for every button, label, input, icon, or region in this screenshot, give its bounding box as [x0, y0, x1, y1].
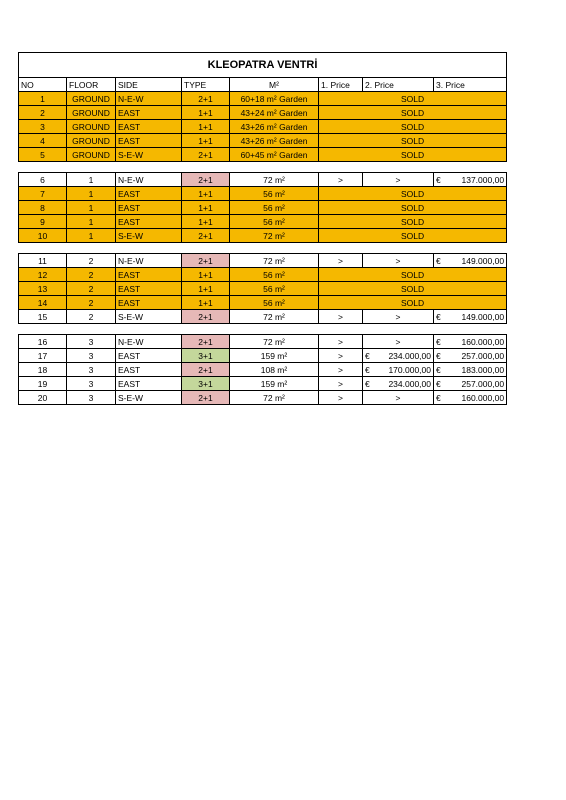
- cell-sold-status: SOLD: [319, 215, 507, 229]
- cell-floor: 1: [67, 173, 116, 187]
- cell-m2: 72 m²: [230, 229, 319, 243]
- cell-type: 2+1: [182, 229, 230, 243]
- table-row: [19, 134, 507, 148]
- cell-m2: 72 m²: [230, 310, 319, 324]
- cell-m2: 56 m²: [230, 296, 319, 310]
- header-m2: M²: [230, 78, 319, 92]
- table-row: [19, 268, 507, 282]
- cell-type: 1+1: [182, 282, 230, 296]
- cell-side: EAST: [116, 377, 182, 391]
- cell-m2: 60+45 m² Garden: [230, 148, 319, 162]
- cell-side: S-E-W: [116, 391, 182, 405]
- cell-type: 1+1: [182, 134, 230, 148]
- cell-type: 3+1: [182, 349, 230, 363]
- cell-price-2: >: [363, 254, 434, 268]
- cell-m2: 56 m²: [230, 187, 319, 201]
- cell-m2: 159 m²: [230, 377, 319, 391]
- cell-price-3: [434, 254, 507, 268]
- table-row: [19, 377, 507, 391]
- cell-price-3: [434, 173, 507, 187]
- table-row: [19, 391, 507, 405]
- cell-price-3: [434, 310, 507, 324]
- price-table: [18, 52, 507, 405]
- cell-type: 2+1: [182, 391, 230, 405]
- cell-sold-status: SOLD: [319, 148, 507, 162]
- cell-floor: 1: [67, 201, 116, 215]
- header-price-1: 1. Price: [319, 78, 363, 92]
- header-type: TYPE: [182, 78, 230, 92]
- table-row: [19, 363, 507, 377]
- cell-type: 1+1: [182, 201, 230, 215]
- cell-no: 14: [19, 296, 67, 310]
- title-row: [19, 53, 507, 78]
- cell-type: 2+1: [182, 148, 230, 162]
- cell-no: 15: [19, 310, 67, 324]
- price-amount: 183.000,00: [461, 364, 505, 375]
- cell-side: N-E-W: [116, 173, 182, 187]
- spacer: [19, 162, 507, 173]
- cell-m2: 56 m²: [230, 268, 319, 282]
- cell-m2: 43+26 m² Garden: [230, 120, 319, 134]
- cell-type: 2+1: [182, 173, 230, 187]
- cell-side: S-E-W: [116, 229, 182, 243]
- cell-price-2: [363, 349, 434, 363]
- cell-sold-status: SOLD: [319, 187, 507, 201]
- cell-price-3: [434, 349, 507, 363]
- cell-type: 2+1: [182, 92, 230, 106]
- cell-price-1: >: [319, 363, 363, 377]
- price-amount: 170.000,00: [388, 364, 431, 375]
- cell-floor: GROUND: [67, 134, 116, 148]
- cell-price-2: >: [363, 173, 434, 187]
- cell-side: EAST: [116, 268, 182, 282]
- cell-side: EAST: [116, 296, 182, 310]
- cell-side: EAST: [116, 282, 182, 296]
- cell-m2: 56 m²: [230, 215, 319, 229]
- header-floor: FLOOR: [67, 78, 116, 92]
- cell-side: N-E-W: [116, 92, 182, 106]
- currency-symbol: €: [436, 364, 441, 375]
- sheet-title: KLEOPATRA VENTRİ: [19, 53, 507, 78]
- cell-no: 1: [19, 92, 67, 106]
- cell-sold-status: SOLD: [319, 201, 507, 215]
- spacer: [19, 324, 507, 335]
- section-gap: [19, 243, 507, 254]
- cell-side: EAST: [116, 134, 182, 148]
- cell-floor: 3: [67, 363, 116, 377]
- cell-no: 7: [19, 187, 67, 201]
- price-amount: 137.000,00: [461, 174, 505, 185]
- cell-floor: 2: [67, 282, 116, 296]
- currency-symbol: €: [436, 311, 441, 322]
- cell-no: 18: [19, 363, 67, 377]
- cell-floor: 2: [67, 254, 116, 268]
- price-sheet: [18, 52, 506, 405]
- cell-no: 17: [19, 349, 67, 363]
- cell-floor: 3: [67, 349, 116, 363]
- price-amount: 149.000,00: [461, 311, 505, 322]
- currency-symbol: €: [436, 350, 441, 361]
- cell-m2: 43+24 m² Garden: [230, 106, 319, 120]
- cell-floor: 2: [67, 310, 116, 324]
- cell-floor: 3: [67, 335, 116, 349]
- cell-side: EAST: [116, 187, 182, 201]
- cell-sold-status: SOLD: [319, 296, 507, 310]
- cell-type: 1+1: [182, 268, 230, 282]
- cell-type: 1+1: [182, 296, 230, 310]
- table-row: [19, 120, 507, 134]
- cell-no: 10: [19, 229, 67, 243]
- cell-m2: 72 m²: [230, 335, 319, 349]
- table-row: [19, 310, 507, 324]
- cell-no: 2: [19, 106, 67, 120]
- price-amount: 257.000,00: [461, 378, 505, 389]
- cell-price-3: [434, 377, 507, 391]
- section-gap: [19, 162, 507, 173]
- cell-sold-status: SOLD: [319, 229, 507, 243]
- cell-side: N-E-W: [116, 254, 182, 268]
- cell-floor: GROUND: [67, 106, 116, 120]
- cell-floor: 2: [67, 296, 116, 310]
- cell-no: 19: [19, 377, 67, 391]
- cell-side: EAST: [116, 215, 182, 229]
- cell-floor: GROUND: [67, 148, 116, 162]
- cell-sold-status: SOLD: [319, 268, 507, 282]
- table-row: [19, 148, 507, 162]
- cell-no: 11: [19, 254, 67, 268]
- currency-symbol: €: [365, 378, 370, 389]
- cell-sold-status: SOLD: [319, 134, 507, 148]
- cell-floor: 3: [67, 391, 116, 405]
- cell-type: 1+1: [182, 120, 230, 134]
- cell-sold-status: SOLD: [319, 106, 507, 120]
- cell-no: 13: [19, 282, 67, 296]
- cell-price-2: >: [363, 310, 434, 324]
- table-row: [19, 254, 507, 268]
- cell-m2: 108 m²: [230, 363, 319, 377]
- price-amount: 257.000,00: [461, 350, 505, 361]
- cell-m2: 56 m²: [230, 201, 319, 215]
- cell-price-2: [363, 377, 434, 391]
- cell-price-2: >: [363, 335, 434, 349]
- table-row: [19, 229, 507, 243]
- cell-price-2: >: [363, 391, 434, 405]
- cell-price-1: >: [319, 335, 363, 349]
- currency-symbol: €: [436, 378, 441, 389]
- section-gap: [19, 324, 507, 335]
- price-amount: 234.000,00: [388, 378, 431, 389]
- currency-symbol: €: [436, 336, 441, 347]
- cell-m2: 159 m²: [230, 349, 319, 363]
- table-row: [19, 173, 507, 187]
- header-no: NO: [19, 78, 67, 92]
- cell-floor: GROUND: [67, 120, 116, 134]
- cell-price-1: >: [319, 377, 363, 391]
- price-amount: 160.000,00: [461, 336, 505, 347]
- header-price-3: 3. Price: [434, 78, 507, 92]
- cell-type: 1+1: [182, 106, 230, 120]
- currency-symbol: €: [436, 174, 441, 185]
- cell-side: EAST: [116, 349, 182, 363]
- cell-type: 2+1: [182, 310, 230, 324]
- cell-sold-status: SOLD: [319, 92, 507, 106]
- table-row: [19, 215, 507, 229]
- cell-price-1: >: [319, 391, 363, 405]
- cell-price-1: >: [319, 254, 363, 268]
- table-row: [19, 187, 507, 201]
- header-side: SIDE: [116, 78, 182, 92]
- cell-floor: 1: [67, 229, 116, 243]
- cell-type: 2+1: [182, 363, 230, 377]
- cell-no: 20: [19, 391, 67, 405]
- cell-side: N-E-W: [116, 335, 182, 349]
- cell-no: 3: [19, 120, 67, 134]
- table-row: [19, 335, 507, 349]
- cell-price-3: [434, 391, 507, 405]
- cell-price-2: [363, 363, 434, 377]
- cell-price-1: >: [319, 310, 363, 324]
- cell-sold-status: SOLD: [319, 282, 507, 296]
- cell-no: 4: [19, 134, 67, 148]
- cell-no: 6: [19, 173, 67, 187]
- table-row: [19, 296, 507, 310]
- cell-m2: 56 m²: [230, 282, 319, 296]
- cell-no: 12: [19, 268, 67, 282]
- price-amount: 149.000,00: [461, 255, 505, 266]
- cell-side: S-E-W: [116, 310, 182, 324]
- cell-type: 2+1: [182, 335, 230, 349]
- table-row: [19, 282, 507, 296]
- cell-m2: 43+26 m² Garden: [230, 134, 319, 148]
- header-row: [19, 78, 507, 92]
- cell-floor: 1: [67, 187, 116, 201]
- price-amount: 160.000,00: [461, 392, 505, 403]
- cell-type: 1+1: [182, 215, 230, 229]
- cell-m2: 72 m²: [230, 173, 319, 187]
- cell-no: 8: [19, 201, 67, 215]
- cell-m2: 72 m²: [230, 254, 319, 268]
- cell-price-3: [434, 335, 507, 349]
- cell-type: 1+1: [182, 187, 230, 201]
- cell-sold-status: SOLD: [319, 120, 507, 134]
- cell-price-3: [434, 363, 507, 377]
- cell-type: 3+1: [182, 377, 230, 391]
- table-row: [19, 349, 507, 363]
- cell-side: EAST: [116, 120, 182, 134]
- cell-side: EAST: [116, 201, 182, 215]
- price-amount: 234.000,00: [388, 350, 431, 361]
- table-row: [19, 92, 507, 106]
- cell-floor: 1: [67, 215, 116, 229]
- cell-floor: 2: [67, 268, 116, 282]
- table-row: [19, 201, 507, 215]
- cell-m2: 72 m²: [230, 391, 319, 405]
- cell-side: EAST: [116, 363, 182, 377]
- cell-floor: 3: [67, 377, 116, 391]
- currency-symbol: €: [365, 350, 370, 361]
- cell-price-1: >: [319, 173, 363, 187]
- spacer: [19, 243, 507, 254]
- cell-floor: GROUND: [67, 92, 116, 106]
- cell-type: 2+1: [182, 254, 230, 268]
- cell-m2: 60+18 m² Garden: [230, 92, 319, 106]
- cell-no: 16: [19, 335, 67, 349]
- table-body: [19, 53, 507, 405]
- cell-no: 5: [19, 148, 67, 162]
- cell-price-1: >: [319, 349, 363, 363]
- table-row: [19, 106, 507, 120]
- currency-symbol: €: [365, 364, 370, 375]
- cell-side: EAST: [116, 106, 182, 120]
- header-price-2: 2. Price: [363, 78, 434, 92]
- currency-symbol: €: [436, 255, 441, 266]
- cell-no: 9: [19, 215, 67, 229]
- currency-symbol: €: [436, 392, 441, 403]
- cell-side: S-E-W: [116, 148, 182, 162]
